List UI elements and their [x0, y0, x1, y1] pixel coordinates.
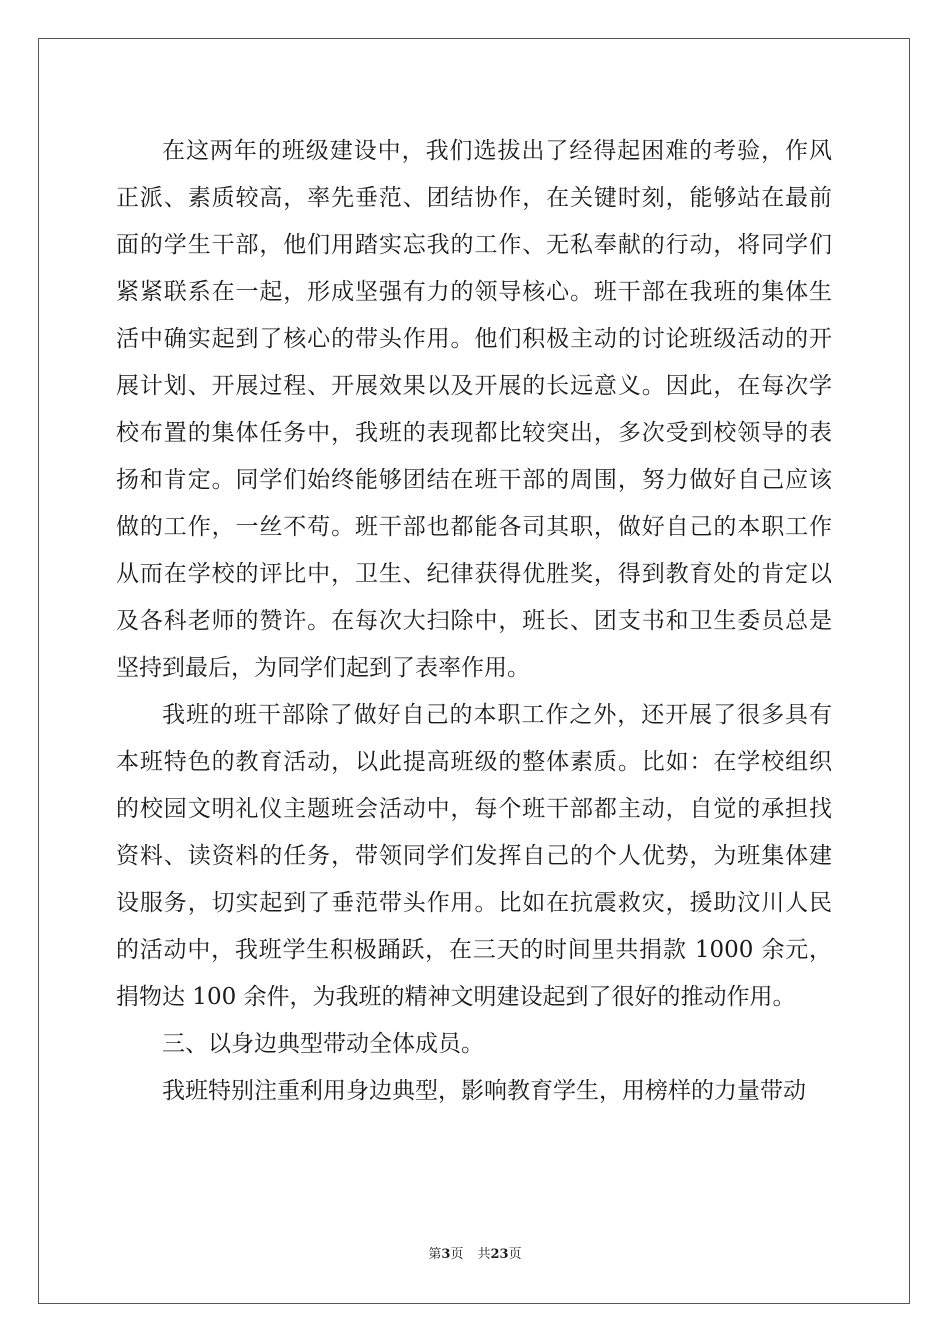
text-line: 捐物达 100 余件，为我班的精神文明建设起到了很好的推动作用。	[116, 984, 796, 1010]
current-page-number: 3	[441, 1247, 451, 1262]
page-prefix: 第	[428, 1247, 442, 1262]
text-line: 的活动中，我班学生积极踊跃，在三天的时间里共捐款 1000 余元，	[116, 937, 832, 963]
text-line: 紧紧联系在一起，形成坚强有力的领导核心。班干部在我班的集体生	[116, 279, 832, 305]
paragraph-4	[116, 1068, 832, 1115]
text-line: 在这两年的班级建设中，我们选拔出了经得起困难的考验，作风	[162, 138, 832, 164]
text-line: 资料、读资料的任务，带领同学们发挥自己的个人优势，为班集体建	[116, 843, 832, 869]
text-line: 面的学生干部，他们用踏实忘我的工作、无私奉献的行动，将同学们	[116, 232, 832, 258]
paragraph-2	[116, 692, 832, 1021]
text-line: 我班的班干部除了做好自己的本职工作之外，还开展了很多具有	[162, 702, 832, 728]
text-line: 校布置的集体任务中，我班的表现都比较突出，多次受到校领导的表	[116, 420, 832, 446]
paragraph-1	[116, 128, 832, 692]
total-prefix: 共	[477, 1247, 491, 1262]
text-line: 坚持到最后，为同学们起到了表率作用。	[116, 655, 530, 681]
text-line: 及各科老师的赞许。在每次大扫除中，班长、团支书和卫生委员总是	[116, 608, 832, 634]
text-line: 做的工作，一丝不苟。班干部也都能各司其职，做好自己的本职工作	[116, 514, 832, 540]
total-page-count: 23	[490, 1247, 509, 1262]
section-heading	[116, 1021, 832, 1068]
text-line: 活中确实起到了核心的带头作用。他们积极主动的讨论班级活动的开	[116, 326, 832, 352]
text-line: 正派、素质较高，率先垂范、团结协作，在关键时刻，能够站在最前	[116, 185, 832, 211]
total-unit: 页	[508, 1247, 522, 1262]
text-line: 设服务，切实起到了垂范带头作用。比如在抗震救灾，援助汶川人民	[116, 890, 832, 916]
text-line: 的校园文明礼仪主题班会活动中，每个班干部都主动，自觉的承担找	[116, 796, 832, 822]
page-unit: 页	[450, 1247, 464, 1262]
document-body	[116, 128, 832, 1115]
text-line: 本班特色的教育活动，以此提高班级的整体素质。比如：在学校组织	[116, 749, 832, 775]
page-footer	[0, 1246, 950, 1264]
text-line: 我班特别注重利用身边典型，影响教育学生，用榜样的力量带动	[162, 1078, 806, 1104]
text-line: 从而在学校的评比中，卫生、纪律获得优胜奖，得到教育处的肯定以	[116, 561, 832, 587]
text-line: 展计划、开展过程、开展效果以及开展的长远意义。因此，在每次学	[116, 373, 832, 399]
text-line: 三、以身边典型带动全体成员。	[162, 1031, 484, 1057]
text-line: 扬和肯定。同学们始终能够团结在班干部的周围，努力做好自己应该	[116, 467, 832, 493]
